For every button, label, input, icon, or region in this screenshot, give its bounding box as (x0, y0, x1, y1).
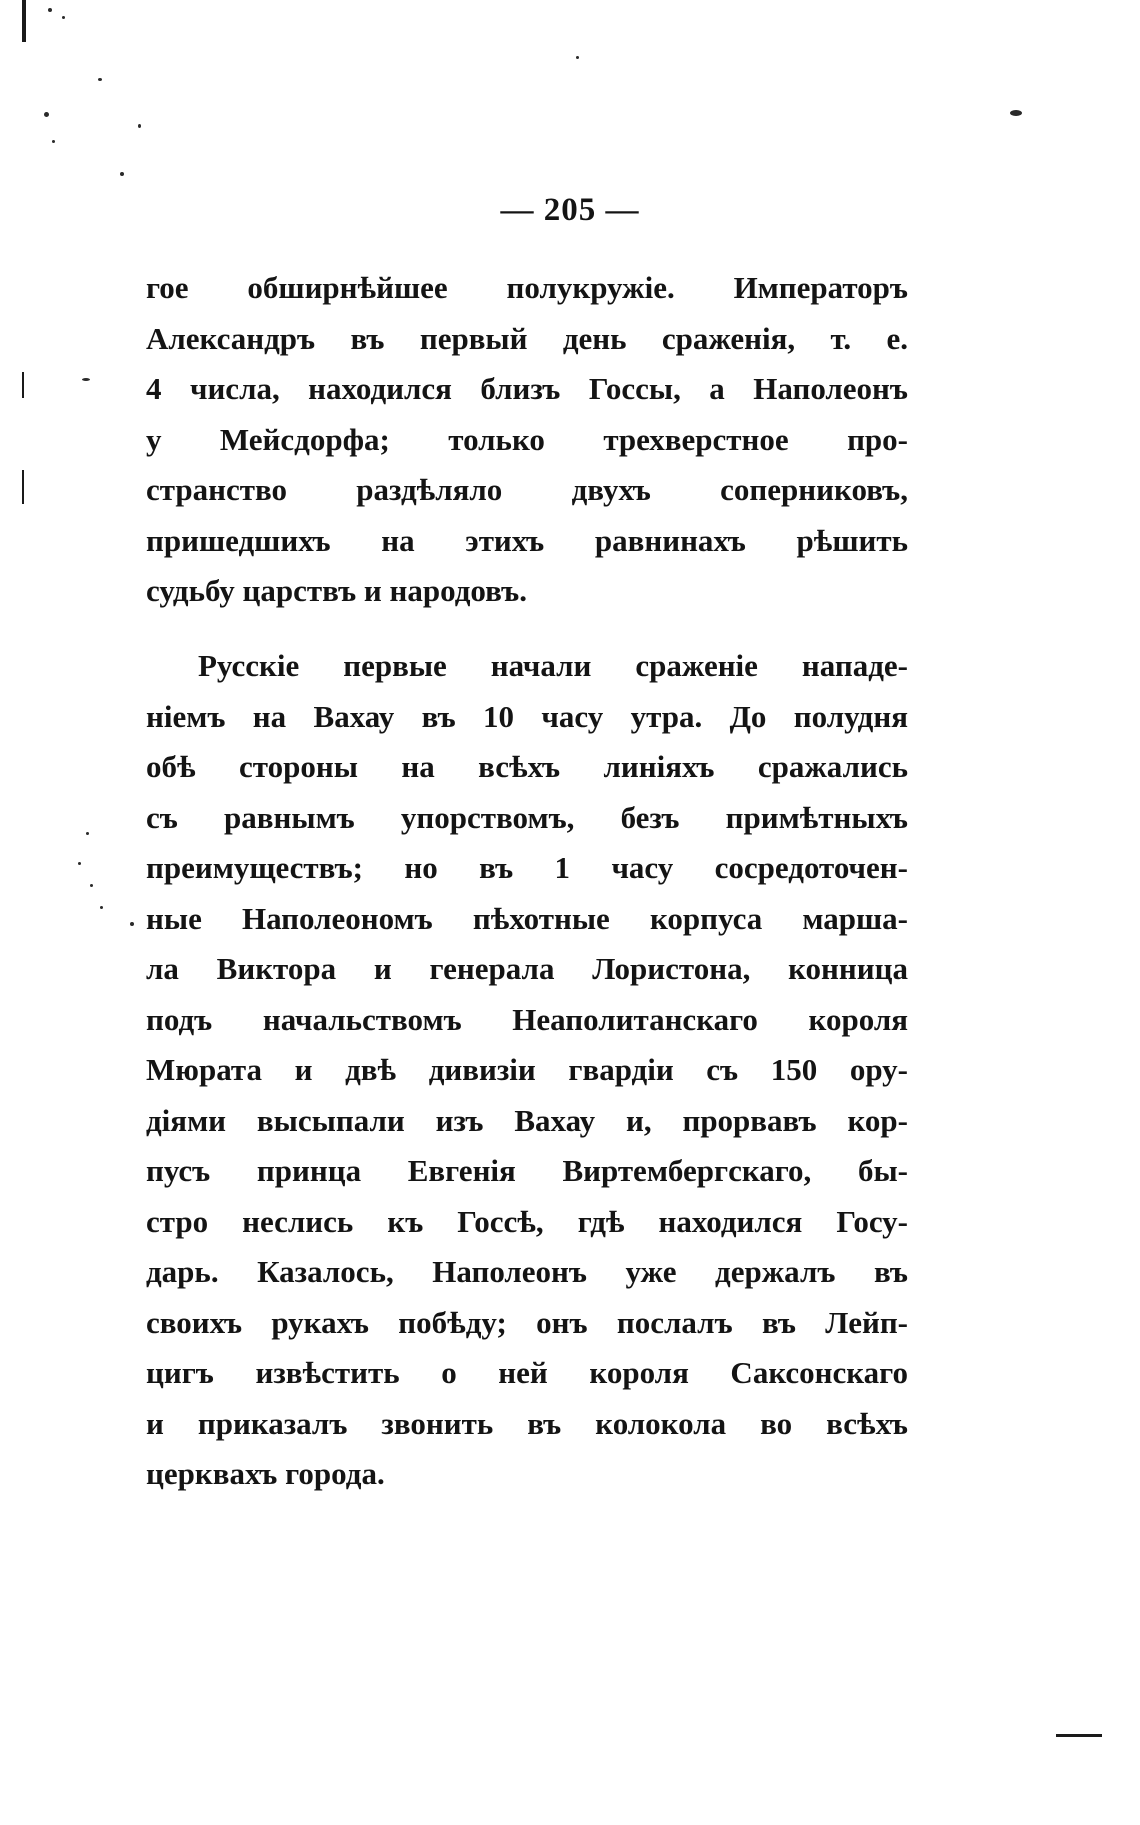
page-number: — 205 — (500, 192, 640, 228)
text-line: и приказалъ звонить въ колокола во всѣхъ (146, 1405, 908, 1441)
paragraph-1 (146, 263, 908, 617)
text-line: Русскіе первые начали сраженіе нападе- (198, 648, 908, 683)
text-line: ные Наполеономъ пѣхотные корпуса марша- (146, 900, 908, 936)
scan-speck (1010, 110, 1022, 116)
text-line: пришедшихъ на этихъ равнинахъ рѣшить (146, 522, 908, 558)
text-line: діями высыпали изъ Вахау и, прорвавъ кор- (146, 1102, 908, 1138)
scan-speck (86, 832, 89, 835)
text-line: цигъ извѣстить о ней короля Саксонскаго (146, 1355, 908, 1390)
scan-edge-mark (22, 0, 26, 42)
text-line: подъ начальствомъ Неаполитанскаго короля (146, 1001, 908, 1037)
scan-speck (82, 378, 90, 381)
scan-speck (100, 906, 103, 909)
text-line: гое обширнѣйшее полукружіе. Императоръ (146, 270, 908, 305)
scan-speck (90, 884, 93, 887)
scan-edge-mark (22, 470, 24, 504)
text-line: преимуществъ; но въ 1 часу сосредоточен- (146, 850, 908, 885)
scan-speck (120, 172, 124, 176)
text-line: дарь. Казалось, Наполеонъ уже держалъ въ (146, 1254, 908, 1289)
text-line: Мюрата и двѣ дивизіи гвардіи съ 150 ору- (146, 1052, 908, 1087)
text-line: церквахъ города. (146, 1456, 385, 1491)
scan-edge-mark (22, 372, 24, 398)
scan-speck (44, 112, 49, 117)
text-line: пусъ принца Евгенія Виртембергскаго, бы- (146, 1153, 908, 1188)
scan-speck (130, 922, 134, 926)
text-line: обѣ стороны на всѣхъ линіяхъ сражались (146, 749, 908, 784)
text-line: у Мейсдорфа; только трехверстное про- (146, 421, 908, 457)
text-line: 4 числа, находился близъ Госсы, а Наполеонъ (146, 371, 908, 406)
scan-speck (78, 862, 81, 865)
scan-speck (98, 78, 102, 81)
paragraph-2 (146, 641, 908, 1500)
scan-speck (138, 124, 141, 128)
scan-speck (62, 16, 65, 19)
text-line: ніемъ на Вахау въ 10 часу утра. До полудня (146, 698, 908, 734)
text-line: судьбу царствъ и народовъ. (146, 573, 527, 608)
scan-speck (52, 140, 55, 143)
text-line: стро неслись къ Госсѣ, гдѣ находился Госу- (146, 1203, 908, 1239)
text-line: странство раздѣляло двухъ соперниковъ, (146, 472, 908, 507)
text-line: своихъ рукахъ побѣду; онъ послалъ въ Лейп- (146, 1304, 908, 1340)
scan-speck (48, 8, 52, 12)
scan-edge-mark (1056, 1734, 1102, 1737)
text-line: Александръ въ первый день сраженія, т. е. (146, 320, 908, 356)
scan-speck (576, 56, 579, 59)
text-line: съ равнымъ упорствомъ, безъ примѣтныхъ (146, 799, 908, 835)
text-line: ла Виктора и генерала Лористона, конница (146, 951, 908, 986)
